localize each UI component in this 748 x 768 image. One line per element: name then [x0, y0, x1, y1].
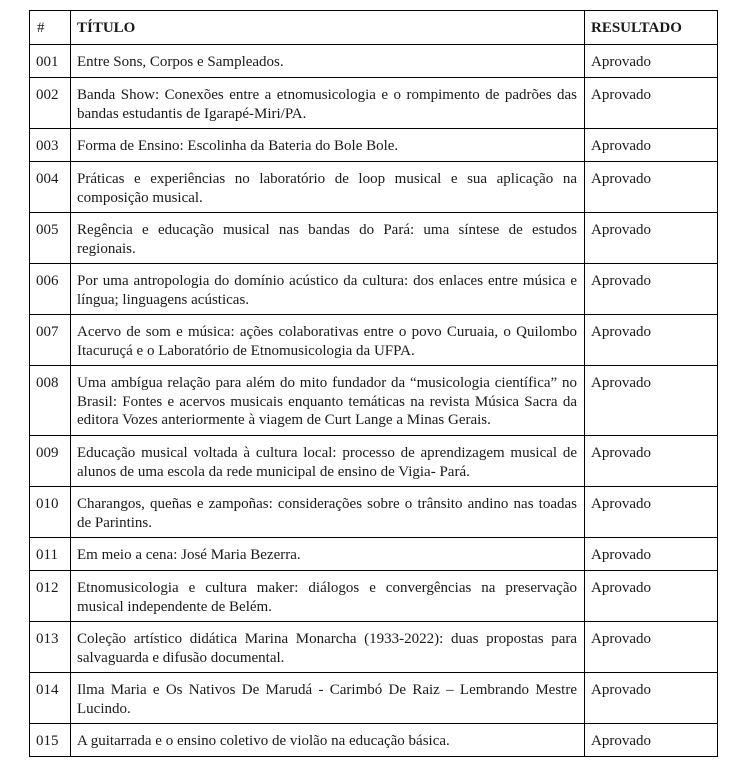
- table-row: [30, 366, 718, 436]
- row-result: Aprovado: [585, 366, 718, 436]
- row-result: Aprovado: [585, 129, 718, 162]
- table-row: [30, 538, 718, 571]
- table-row: [30, 264, 718, 315]
- table-row: [30, 129, 718, 162]
- results-table: [29, 10, 718, 757]
- row-number: 009: [30, 436, 71, 487]
- row-title: Entre Sons, Corpos e Sampleados.: [71, 45, 585, 78]
- row-title: A guitarrada e o ensino coletivo de violão na educação básica.: [71, 724, 585, 757]
- row-title: Coleção artístico didática Marina Monarcha (1933-2022): duas propostas para salvaguarda e difusão documental.: [71, 622, 585, 673]
- row-number: 006: [30, 264, 71, 315]
- row-title: Forma de Ensino: Escolinha da Bateria do Bole Bole.: [71, 129, 585, 162]
- row-title: Ilma Maria e Os Nativos De Marudá - Carimbó De Raiz – Lembrando Mestre Lucindo.: [71, 673, 585, 724]
- row-result: Aprovado: [585, 487, 718, 538]
- table-row: [30, 213, 718, 264]
- column-header-number: #: [30, 11, 71, 45]
- row-result: Aprovado: [585, 571, 718, 622]
- row-number: 002: [30, 78, 71, 129]
- table-row: [30, 78, 718, 129]
- row-result: Aprovado: [585, 213, 718, 264]
- row-result: Aprovado: [585, 264, 718, 315]
- row-title: Educação musical voltada à cultura local: processo de aprendizagem musical de alunos de uma escola da rede municipal de ensino de Vigia- Pará.: [71, 436, 585, 487]
- row-title: Charangos, queñas e zampoñas: considerações sobre o trânsito andino nas toadas de Parintins.: [71, 487, 585, 538]
- row-number: 001: [30, 45, 71, 78]
- table-row: [30, 315, 718, 366]
- table-row: [30, 571, 718, 622]
- row-number: 004: [30, 162, 71, 213]
- table-row: [30, 673, 718, 724]
- row-number: 003: [30, 129, 71, 162]
- table-header-row: [30, 11, 718, 45]
- row-number: 015: [30, 724, 71, 757]
- row-title: Acervo de som e música: ações colaborativas entre o povo Curuaia, o Quilombo Itacuruçá e o Laboratório de Etnomusicologia da UFPA.: [71, 315, 585, 366]
- row-result: Aprovado: [585, 622, 718, 673]
- row-number: 014: [30, 673, 71, 724]
- row-number: 005: [30, 213, 71, 264]
- row-title: Em meio a cena: José Maria Bezerra.: [71, 538, 585, 571]
- table-row: [30, 487, 718, 538]
- row-result: Aprovado: [585, 436, 718, 487]
- row-title: Práticas e experiências no laboratório de loop musical e sua aplicação na composição musical.: [71, 162, 585, 213]
- row-result: Aprovado: [585, 162, 718, 213]
- column-header-result: RESULTADO: [585, 11, 718, 45]
- row-title: Uma ambígua relação para além do mito fundador da “musicologia científica” no Brasil: Fontes e acervos musicais enquanto temáticas na revista Música Sacra da editora Vozes anteriormente à viagem de Curt Lange a Minas Gerais.: [71, 366, 585, 436]
- row-title: Etnomusicologia e cultura maker: diálogos e convergências na preservação musical independente de Belém.: [71, 571, 585, 622]
- row-number: 008: [30, 366, 71, 436]
- column-header-title: TÍTULO: [71, 11, 585, 45]
- row-title: Regência e educação musical nas bandas do Pará: uma síntese de estudos regionais.: [71, 213, 585, 264]
- row-number: 010: [30, 487, 71, 538]
- row-result: Aprovado: [585, 673, 718, 724]
- row-number: 011: [30, 538, 71, 571]
- row-number: 012: [30, 571, 71, 622]
- row-number: 013: [30, 622, 71, 673]
- table-row: [30, 45, 718, 78]
- row-title: Banda Show: Conexões entre a etnomusicologia e o rompimento de padrões das bandas estudantis de Igarapé-Miri/PA.: [71, 78, 585, 129]
- row-result: Aprovado: [585, 315, 718, 366]
- table-row: [30, 436, 718, 487]
- row-title: Por uma antropologia do domínio acústico da cultura: dos enlaces entre música e língua; linguagens acústicas.: [71, 264, 585, 315]
- table-row: [30, 622, 718, 673]
- table-row: [30, 724, 718, 757]
- row-result: Aprovado: [585, 78, 718, 129]
- table-row: [30, 162, 718, 213]
- row-result: Aprovado: [585, 538, 718, 571]
- row-result: Aprovado: [585, 45, 718, 78]
- row-result: Aprovado: [585, 724, 718, 757]
- row-number: 007: [30, 315, 71, 366]
